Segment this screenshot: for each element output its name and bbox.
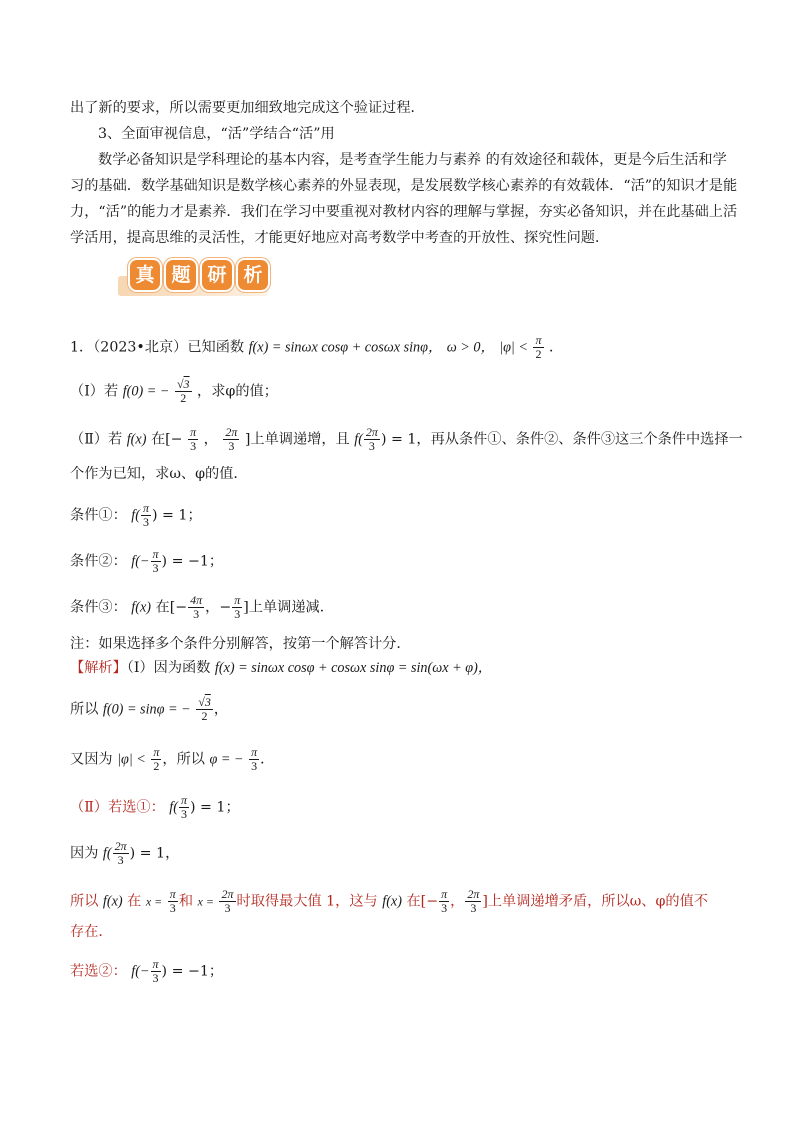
fraction: $\frac{2\pi}{3}$ (467, 887, 480, 915)
omega-condition: ω > 0， (446, 339, 495, 356)
problem-prefix: 1．（2023•北京）已知函数 (70, 339, 245, 356)
solution-step-4: （Ⅱ）若选①： f( $\frac{\pi}{3}$ ) = 1； (70, 793, 240, 821)
section-heading: 3、全面审视信息，“活”学结合“活”用 (98, 126, 335, 142)
condition-two: 条件②： f(− $\frac{\pi}{3}$ ) = −1； (70, 547, 224, 575)
section-banner (118, 254, 270, 298)
banner-char: 真 (130, 260, 160, 290)
solution-tag: 【解析】 (70, 660, 127, 676)
fraction: $\frac{\pi}{2}$ (535, 333, 542, 361)
fraction: $\frac{2\pi}{3}$ (114, 839, 127, 867)
fraction: $\frac{\pi}{3}$ (152, 547, 159, 575)
condition-one: 条件①： f( $\frac{\pi}{3}$ ) = 1； (70, 501, 202, 529)
fraction: $\frac{√3}{2}$ (176, 377, 190, 405)
fraction: $\frac{\pi}{3}$ (152, 957, 159, 985)
part-two: （Ⅱ）若 f(x) 在[− $\frac{\pi}{3}$ ， $\frac{2\pi}{3}$ ]上单调递增，且 f( $\frac{2\pi}{3}$ ) = 1，再从条件①、条件②、条件③这三个条件中选择一 (70, 425, 743, 453)
intro-paragraph-line: 学活用，提高思维的灵活性，才能更好地应对高考数学中考查的开放性、探究性问题． (70, 230, 610, 246)
solution-step-6: 所以 f(x) 在 x = $\frac{\pi}{3}$ 和 x = $\frac{2\pi}{3}$ 时取得最大值 1，这与 f(x) 在[− $\frac{\pi}{3}$ ， $\frac{2\pi}{3}$ ]上单调递增矛盾，所以ω、φ的值不 (70, 887, 708, 915)
fraction: $\frac{\pi}{3}$ (180, 793, 187, 821)
solution-step-3: 又因为 |φ| < $\frac{\pi}{2}$ ，所以 φ = − $\frac{\pi}{3}$ ． (70, 745, 275, 773)
fraction: $\frac{4\pi}{3}$ (190, 593, 203, 621)
fraction: $\frac{2\pi}{3}$ (365, 425, 378, 453)
solution-step-1: 【解析】（Ⅰ）因为函数 f(x) = sinωx cosφ + cosωx sinφ = sin(ωx + φ)， (70, 660, 492, 676)
fraction: $\frac{\pi}{3}$ (234, 593, 241, 621)
solution-step-7: 存在． (70, 924, 113, 940)
fraction: $\frac{√3}{2}$ (198, 695, 211, 723)
condition-three: 条件③： f(x) 在[− $\frac{4\pi}{3}$ ，− $\frac{\pi}{3}$ ]上单调递减． (70, 593, 334, 621)
intro-paragraph-line: 力，“活”的能力才是素养．我们在学习中要重视对教材内容的理解与掌握，夯实必备知识，并在此基础上活 (70, 204, 738, 220)
solution-step-5: 因为 f( $\frac{2\pi}{3}$ ) = 1， (70, 839, 180, 867)
part-two-continued: 个作为已知，求ω、φ的值． (70, 466, 248, 482)
function-definition: f(x) = sinωx cosφ + cosωx sinφ， (248, 339, 443, 356)
phi-condition: |φ| < (499, 339, 528, 356)
fraction: $\frac{\pi}{3}$ (251, 745, 258, 773)
problem-stem: 1．（2023•北京）已知函数 f(x) = sinωx cosφ + cosωx sinφ， ω > 0， |φ| < $\frac{\pi}{2}$ ． (70, 333, 564, 361)
fraction: $\frac{\pi}{3}$ (169, 887, 176, 915)
fraction: $\frac{2\pi}{3}$ (221, 887, 234, 915)
intro-paragraph-line: 习的基础．数学基础知识是数学核心素养的外显表现，是发展数学核心素养的有效载体．“活”的知识才是能 (70, 178, 738, 194)
scoring-note: 注：如果选择多个条件分别解答，按第一个解答计分． (70, 636, 411, 652)
fraction: $\frac{\pi}{2}$ (153, 745, 160, 773)
fraction: $\frac{\pi}{3}$ (441, 887, 448, 915)
solution-step-2: 所以 f(0) = sinφ = − $\frac{√3}{2}$ ， (70, 695, 229, 723)
banner-char: 研 (202, 260, 232, 290)
fraction: $\frac{2\pi}{3}$ (225, 425, 238, 453)
fraction: $\frac{\pi}{3}$ (190, 425, 197, 453)
banner-char: 析 (238, 260, 268, 290)
part-one: （Ⅰ）若 f(0) = − $\frac{√3}{2}$ ，求φ的值； (70, 377, 278, 405)
banner-char: 题 (166, 260, 196, 290)
fraction: $\frac{\pi}{3}$ (142, 501, 149, 529)
intro-paragraph-line: 数学必备知识是学科理论的基本内容，是考查学生能力与素养 的有效途径和载体，更是今后生活和学 (98, 152, 727, 168)
solution-step-8: 若选②： f(− $\frac{\pi}{3}$ ) = −1； (70, 957, 224, 985)
intro-line: 出了新的要求，所以需要更加细致地完成这个验证过程． (70, 100, 425, 116)
